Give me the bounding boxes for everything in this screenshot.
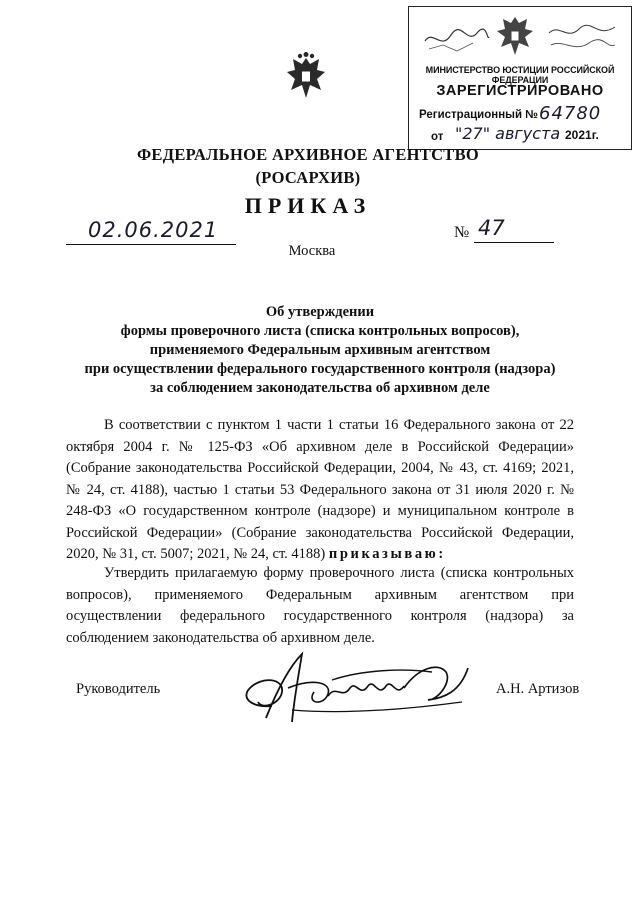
order-directive: приказываю: [328, 546, 446, 562]
stamp-reg-number-label: Регистрационный № [419, 109, 539, 121]
order-number: 47 [478, 216, 505, 240]
document-type-title: ПРИКАЗ [244, 193, 372, 218]
stamp-scribble-left [421, 21, 491, 57]
decision-text: Утвердить прилагаемую форму проверочного листа (списка контрольных вопросов), применяемого Федеральным архивным агентством при осуществлении федерального государственного контроля (надзора) за соблюдением законодательства об архивном деле. [66, 565, 574, 646]
order-number-label: № [454, 224, 470, 241]
registration-stamp [408, 6, 632, 150]
coat-of-arms-icon [286, 52, 326, 102]
body-paragraph-decision [66, 563, 574, 649]
eagle-emblem-icon [495, 13, 535, 59]
subject-line: при осуществлении федерального государственного контроля (надзора) [84, 361, 556, 377]
stamp-reg-date-label: от [431, 131, 444, 143]
body-paragraph-legal-basis [66, 415, 574, 566]
subject-line: применяемого Федеральным архивным агентством [149, 342, 491, 358]
city: Москва [288, 243, 336, 259]
agency-name: ФЕДЕРАЛЬНОЕ АРХИВНОЕ АГЕНТСТВО [136, 145, 480, 164]
stamp-scribble-right [545, 19, 619, 59]
stamp-reg-number: 64780 [539, 103, 602, 124]
signatory-role: Руководитель [76, 681, 161, 697]
stamp-ministry: МИНИСТЕРСТВО ЮСТИЦИИ РОССИЙСКОЙ ФЕДЕРАЦИИ [425, 65, 615, 85]
stamp-status: ЗАРЕГИСТРИРОВАНО [436, 83, 604, 99]
signatory-name: А.Н. Артизов [496, 681, 580, 697]
handwritten-signature [232, 648, 482, 728]
stamp-reg-date: "27" августа [455, 124, 561, 143]
order-subject [70, 303, 570, 398]
subject-line: за соблюдением законодательства об архивном деле [150, 380, 490, 396]
stamp-reg-year: 2021г. [565, 128, 599, 142]
order-date: 02.06.2021 [88, 218, 219, 242]
agency-abbreviation: (РОСАРХИВ) [255, 168, 361, 187]
legal-basis-text: В соответствии с пунктом 1 части 1 статьи 16 Федерального закона от 22 октября 2004 г. № 125-ФЗ «Об архивном деле в Российской Федерации» (Собрание законодательства Российской Федерации, 2004, № 43, ст. 4169; 2021, № 24, ст. 4188), частью 1 статьи 53 Федерального закона от 31 июля 2020 г. № 248-ФЗ «О государственном контроле (надзоре) и муниципальном контроле в Российской Федерации» (Собрание законодательства Российской Федерации, 2020, № 31, ст. 5007; 2021, № 24, ст. 4188) [66, 417, 574, 562]
subject-line: формы проверочного листа (списка контрольных вопросов), [120, 323, 520, 339]
subject-line: Об утверждении [265, 304, 375, 320]
